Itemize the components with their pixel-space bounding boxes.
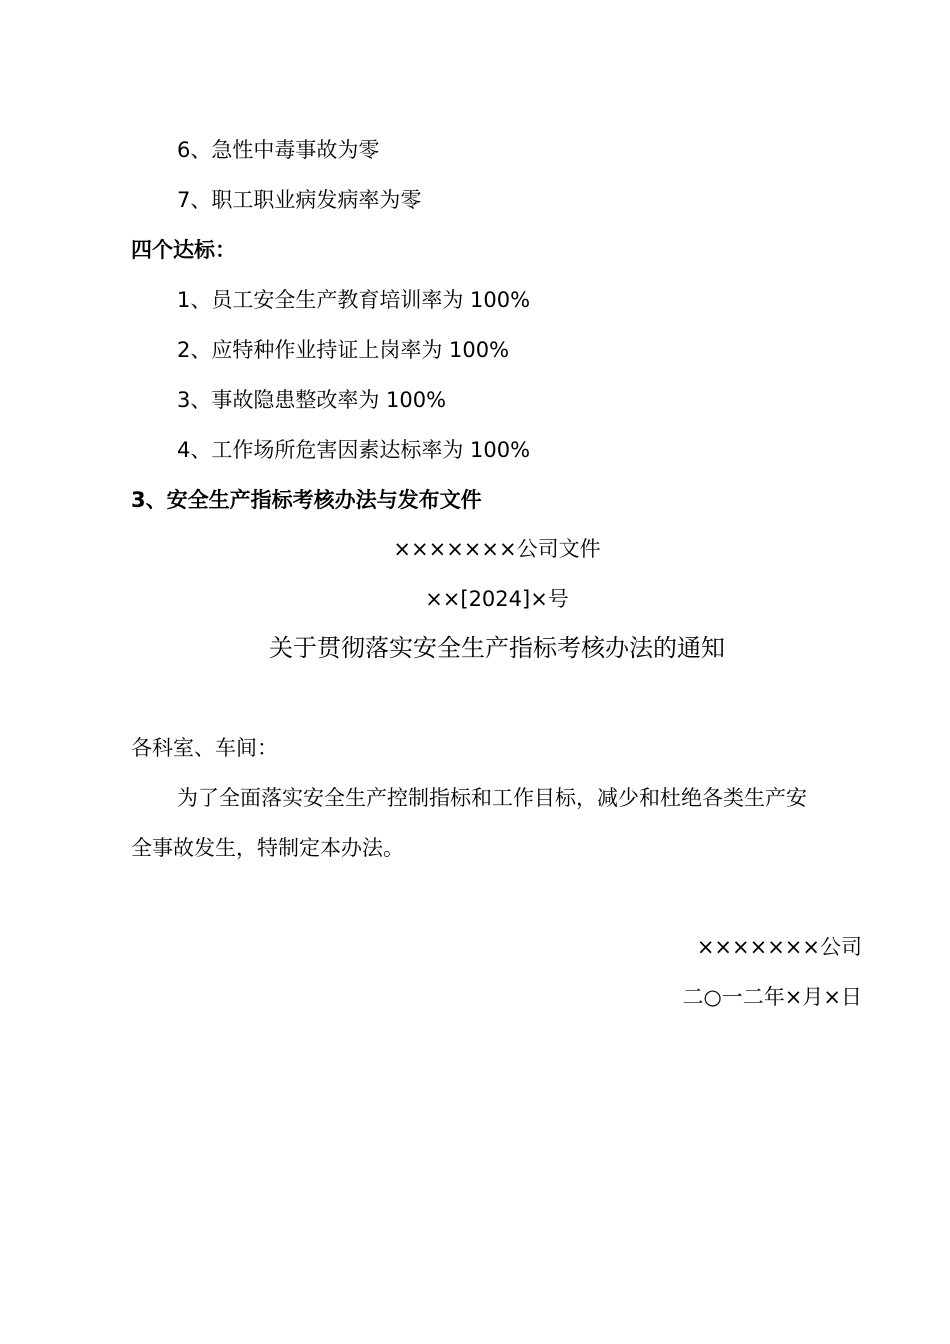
document-signature: ×××××××公司 <box>696 935 862 959</box>
document-issuer: ×××××××公司文件 <box>393 537 601 561</box>
target-item-7: 7、职工职业病发病率为零 <box>177 188 422 212</box>
four-targets-item-4: 4、工作场所危害因素达标率为 100% <box>177 438 531 462</box>
four-targets-item-1: 1、员工安全生产教育培训率为 100% <box>177 288 531 312</box>
four-targets-item-2: 2、应特种作业持证上岗率为 100% <box>177 338 510 362</box>
target-item-6: 6、急性中毒事故为零 <box>177 138 380 162</box>
four-targets-item-3: 3、事故隐患整改率为 100% <box>177 388 447 412</box>
document-body-line-2: 全事故发生，特制定本办法。 <box>131 836 404 860</box>
section-3-heading: 3、安全生产指标考核办法与发布文件 <box>131 488 482 512</box>
document-body-line-1: 为了全面落实安全生产控制指标和工作目标，减少和杜绝各类生产安 <box>177 786 807 810</box>
document-date: 二○一二年×月×日 <box>682 985 862 1009</box>
document-title: 关于贯彻落实安全生产指标考核办法的通知 <box>269 634 725 662</box>
document-number: ××[2024]×号 <box>425 587 569 611</box>
four-targets-heading: 四个达标： <box>131 238 236 262</box>
document-salutation: 各科室、车间： <box>131 736 278 760</box>
